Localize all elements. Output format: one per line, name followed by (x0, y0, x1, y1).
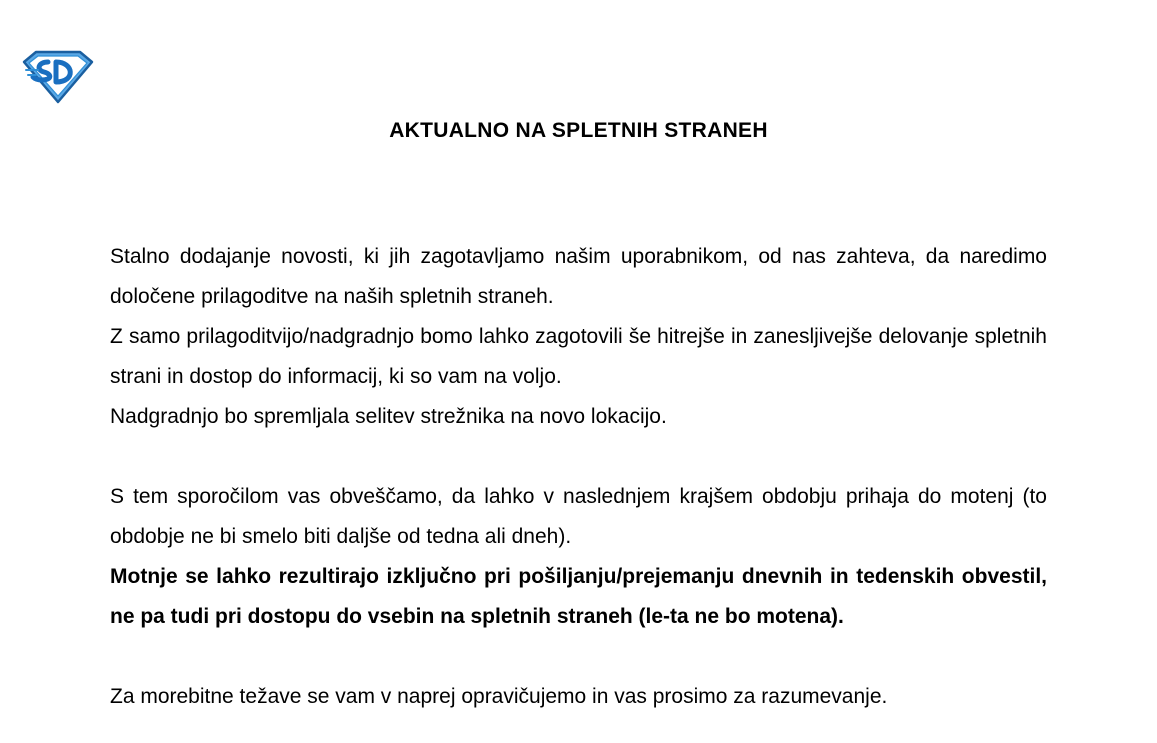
paragraph-intro: Stalno dodajanje novosti, ki jih zagotavljamo našim uporabnikom, od nas zahteva, da naredimo določene prilagoditve na naših spletnih straneh. (110, 245, 1047, 308)
sd-shield-logo-icon (22, 48, 94, 104)
spacer (110, 637, 1047, 677)
document-body (110, 237, 1047, 717)
paragraph-disruption-detail: Motnje se lahko rezultirajo izključno pri pošiljanju/prejemanju dnevnih in tedenskih obvestil, ne pa tudi pri dostopu do vsebin na spletnih straneh (le-ta ne bo motena). (110, 565, 1047, 628)
spacer (110, 437, 1047, 477)
paragraph-apology: Za morebitne težave se vam v naprej opravičujemo in vas prosimo za razumevanje. (110, 685, 888, 708)
paragraph-upgrade: Z samo prilagoditvijo/nadgradnjo bomo lahko zagotovili še hitrejše in zanesljivejše delovanje spletnih strani in dostop do informacij, ki so vam na voljo. (110, 325, 1047, 388)
paragraph-disruption-notice: S tem sporočilom vas obveščamo, da lahko v naslednjem krajšem obdobju prihaja do motenj (to obdobje ne bi smelo biti daljše od tedna ali dneh). (110, 485, 1047, 548)
paragraph-server-move: Nadgradnjo bo spremljala selitev strežnika na novo lokacijo. (110, 405, 667, 428)
page-title: AKTUALNO NA SPLETNIH STRANEH (389, 119, 768, 142)
